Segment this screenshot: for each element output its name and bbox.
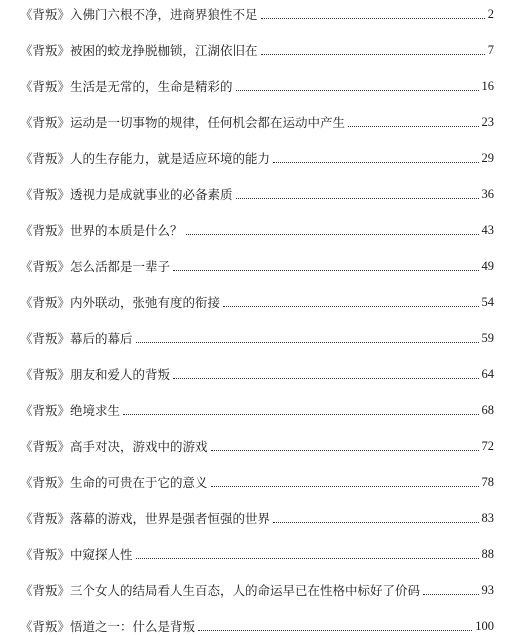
toc-entry[interactable] bbox=[20, 562, 494, 598]
toc-entry-page-number: 78 bbox=[481, 475, 494, 489]
dot-leader bbox=[261, 54, 485, 55]
toc-entry[interactable] bbox=[20, 346, 494, 382]
toc-entry-page-number: 64 bbox=[481, 367, 494, 381]
toc-entry-page-number: 43 bbox=[481, 223, 494, 237]
dot-leader bbox=[273, 162, 478, 163]
toc-entry-title: 《背叛》生命的可贵在于它的意义 bbox=[20, 475, 208, 490]
toc-entry[interactable] bbox=[20, 166, 494, 202]
toc-entry-title: 《背叛》入佛门六根不净，进商界狼性不足 bbox=[20, 7, 258, 22]
toc-entry[interactable] bbox=[20, 598, 494, 634]
toc-entry-title: 《背叛》世界的本质是什么？ bbox=[20, 223, 183, 238]
toc-entry-title: 《背叛》被困的蛟龙挣脱枷锁，江湖依旧在 bbox=[20, 43, 258, 58]
dot-leader bbox=[136, 558, 479, 559]
toc-entry[interactable] bbox=[20, 490, 494, 526]
toc-entry-page-number: 16 bbox=[481, 79, 494, 93]
toc-entry[interactable] bbox=[20, 310, 494, 346]
toc-entry[interactable] bbox=[20, 418, 494, 454]
toc-entry[interactable] bbox=[20, 454, 494, 490]
toc-entry-page-number: 68 bbox=[481, 403, 494, 417]
toc-entry-page-number: 54 bbox=[481, 295, 494, 309]
toc-entry-page-number: 93 bbox=[481, 583, 494, 597]
toc-entry-page-number: 100 bbox=[475, 619, 494, 633]
dot-leader bbox=[186, 234, 479, 235]
toc-entry-title: 《背叛》怎么活都是一辈子 bbox=[20, 259, 171, 274]
dot-leader bbox=[136, 342, 479, 343]
toc-entry[interactable] bbox=[20, 274, 494, 310]
toc-entry-page-number: 72 bbox=[481, 439, 494, 453]
dot-leader bbox=[223, 306, 478, 307]
toc-entry-page-number: 23 bbox=[481, 115, 494, 129]
toc-entry-title: 《背叛》透视力是成就事业的必备素质 bbox=[20, 187, 233, 202]
toc-entry-page-number: 88 bbox=[481, 547, 494, 561]
dot-leader bbox=[123, 414, 478, 415]
toc-entry-title: 《背叛》生活是无常的，生命是精彩的 bbox=[20, 79, 233, 94]
toc-entry[interactable] bbox=[20, 22, 494, 58]
toc-entry-title: 《背叛》悟道之一：什么是背叛 bbox=[20, 619, 196, 634]
toc-entry[interactable] bbox=[20, 94, 494, 130]
dot-leader bbox=[198, 630, 472, 631]
toc-entry-title: 《背叛》幕后的幕后 bbox=[20, 331, 133, 346]
dot-leader bbox=[173, 270, 478, 271]
dot-leader bbox=[173, 378, 478, 379]
toc-entry-page-number: 2 bbox=[487, 7, 494, 21]
toc-entry-title: 《背叛》朋友和爱人的背叛 bbox=[20, 367, 171, 382]
toc-entry[interactable] bbox=[20, 130, 494, 166]
toc-entry[interactable] bbox=[20, 202, 494, 238]
toc-entry-title: 《背叛》三个女人的结局看人生百态，人的命运早已在性格中标好了价码 bbox=[20, 583, 421, 598]
toc-entry-title: 《背叛》中窥探人性 bbox=[20, 547, 133, 562]
dot-leader bbox=[261, 18, 485, 19]
toc-entry[interactable] bbox=[20, 0, 494, 22]
dot-leader bbox=[211, 450, 479, 451]
dot-leader bbox=[211, 486, 479, 487]
dot-leader bbox=[423, 594, 478, 595]
dot-leader bbox=[273, 522, 478, 523]
toc-entry[interactable] bbox=[20, 58, 494, 94]
toc-entry-title: 《背叛》人的生存能力，就是适应环境的能力 bbox=[20, 151, 271, 166]
toc-entry-page-number: 83 bbox=[481, 511, 494, 525]
toc-entry[interactable] bbox=[20, 382, 494, 418]
toc-entry-page-number: 59 bbox=[481, 331, 494, 345]
toc-entry-title: 《背叛》内外联动，张弛有度的衔接 bbox=[20, 295, 221, 310]
dot-leader bbox=[236, 90, 479, 91]
toc-entry-title: 《背叛》落幕的游戏，世界是强者恒强的世界 bbox=[20, 511, 271, 526]
toc-entry-page-number: 7 bbox=[487, 43, 494, 57]
toc-entry-page-number: 29 bbox=[481, 151, 494, 165]
toc-entry[interactable] bbox=[20, 238, 494, 274]
toc-entry-title: 《背叛》高手对决，游戏中的游戏 bbox=[20, 439, 208, 454]
toc-entry-title: 《背叛》运动是一切事物的规律，任何机会都在运动中产生 bbox=[20, 115, 346, 130]
toc-entry[interactable] bbox=[20, 526, 494, 562]
dot-leader bbox=[236, 198, 479, 199]
table-of-contents bbox=[20, 0, 494, 634]
toc-entry-title: 《背叛》绝境求生 bbox=[20, 403, 121, 418]
toc-entry-page-number: 49 bbox=[481, 259, 494, 273]
dot-leader bbox=[348, 126, 478, 127]
toc-entry-page-number: 36 bbox=[481, 187, 494, 201]
